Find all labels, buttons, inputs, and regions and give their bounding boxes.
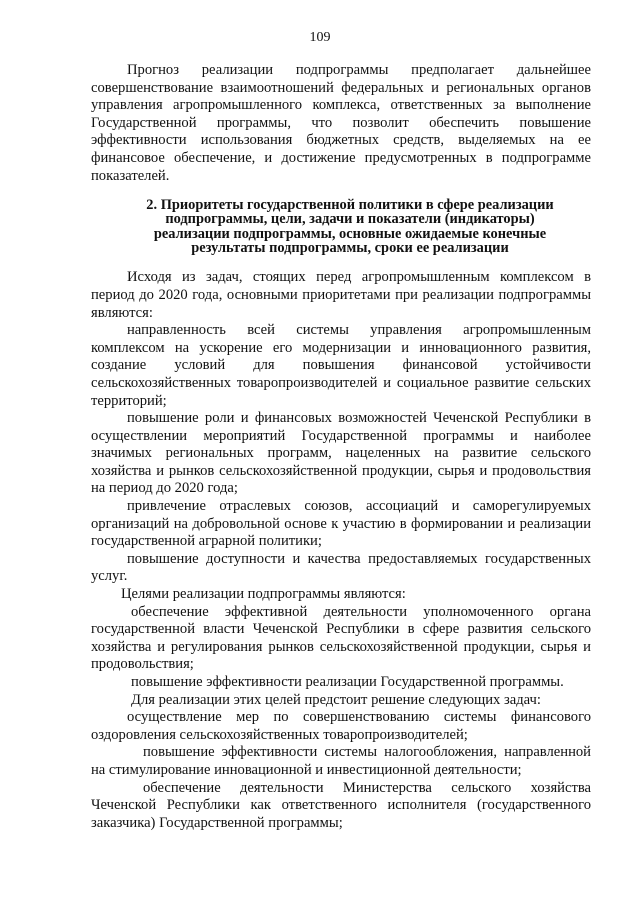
goal-item: обеспечение эффективной деятельности уполномоченного органа государственной власти Чеченской Республики в сфере развития сельского хозяйства и регулирования рынков сельскохозяйственной продукции, сырья и продовольствия; [91,603,591,673]
section-heading-line: реализации подпрограммы, основные ожидаемые конечные [153,225,547,242]
section-heading-line: подпрограммы, цели, задачи и показатели (индикаторы) [165,211,535,228]
priority-item: повышение доступности и качества предоставляемых государственных услуг. [91,550,591,585]
goal-item: повышение эффективности реализации Государственной программы. [131,674,564,690]
intro-paragraph: Прогноз реализации подпрограммы предполагает дальнейшее совершенствование взаимоотношений федеральных и региональных органов управления агропромышленного комплекса, ответственных за выполнение Государственной программы, что позволит обеспечить повышение эффективности использования бюджетных средств, выделяемых на ее финансовое обеспечение, и достижение предусмотренных в подпрограмме показателей. [91,62,591,184]
task-item: обеспечение деятельности Министерства сельского хозяйства Чеченской Республики как ответственного исполнителя (государственного заказчика) Государственной программы; [91,779,591,831]
priority-item: направленность всей системы управления агропромышленным комплексом на ускорение его модернизации и инновационного развития, создание условий для повышения финансовой устойчивости сельскохозяйственных товаропроизводителей и социальное развитие сельских территорий; [91,322,591,409]
section-heading-line: 2. Приоритеты государственной политики в сфере реализации [146,197,554,214]
section-heading [91,198,591,255]
priority-item: повышение роли и финансовых возможностей Чеченской Республики в осуществлении мероприятий Государственной программы и наиболее значимых региональных программ, нацеленных на развитие сельского хозяйства и рынков сельскохозяйственной продукции, сырья и продовольствия на период до 2020 года; [91,410,591,497]
task-item: повышение эффективности системы налогообложения, направленной на стимулирование инновационной и инвестиционной деятельности; [91,744,591,778]
task-item: осуществление мер по совершенствованию системы финансового оздоровления сельскохозяйственных товаропроизводителей; [91,709,591,743]
goals-intro: Целями реализации подпрограммы являются: [121,586,406,603]
section-heading-line: результаты подпрограммы, сроки ее реализации [191,240,509,257]
page-body [91,62,591,832]
page-number: 109 [309,30,331,45]
tasks-intro: Для реализации этих целей предстоит решение следующих задач: [131,691,541,708]
priorities-intro: Исходя из задач, стоящих перед агропромышленным комплексом в период до 2020 года, основными приоритетами при реализации подпрограммы являются: [91,269,591,321]
priority-item: привлечение отраслевых союзов, ассоциаций и саморегулируемых организаций на добровольной основе к участию в формировании и реализации государственной аграрной политики; [91,498,591,550]
